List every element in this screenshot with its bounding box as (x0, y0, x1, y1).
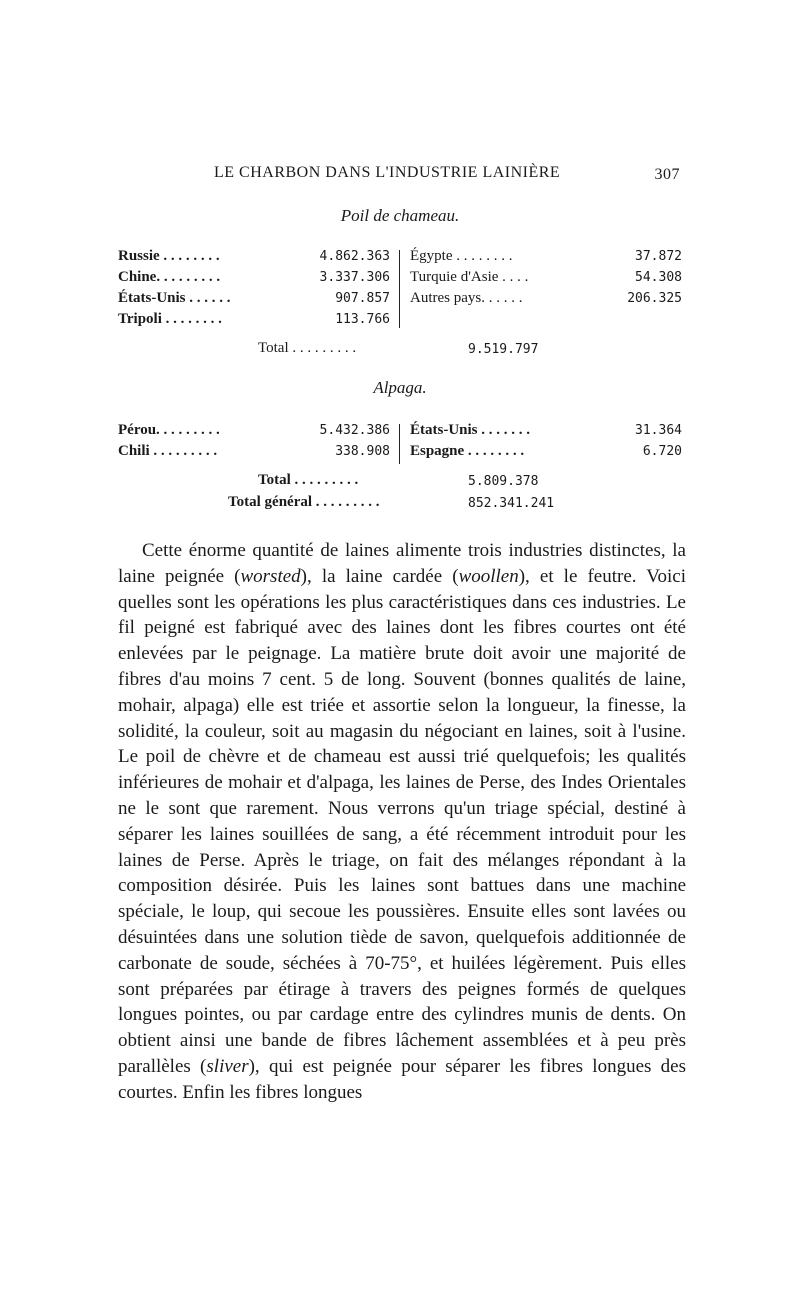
country-value: 206.325 (627, 291, 682, 306)
country-value: 37.872 (635, 249, 682, 264)
country-value: 113.766 (335, 312, 390, 327)
text-run: Cette énorme quantité de laines alimente trois industries distinctes, la laine peignée ( (118, 540, 686, 587)
country-value: 338.908 (335, 444, 390, 459)
table-row (118, 246, 390, 267)
country-name: Chine. . . . . . . . . (118, 269, 221, 285)
running-title: LE CHARBON DANS L'INDUSTRIE LAINIÈRE (214, 164, 561, 181)
table-row (410, 267, 682, 288)
italic-term: sliver (206, 1055, 249, 1077)
section-title-poil: Poil de chameau. (340, 206, 460, 225)
country-value: 907.857 (335, 291, 390, 306)
country-name: Chili . . . . . . . . . (118, 443, 218, 459)
table-row (118, 288, 390, 309)
country-value: 54.308 (635, 270, 682, 285)
text-run: ), et le feutre. Voici quelles sont les opérations les plus caractéristiques dans ces industries. Le fil peigné est fabriqué avec des laines dont les fibres courtes ont été enlevées par le peignage. La matière brute doit avoir une majorité de fibres d'au moins 7 cent. 5 de long. Souvent (bonnes qualités de laine, mohair, alpaga) elle est triée et assortie selon la longueur, la finesse, la solidité, la couleur, soit au magasin du négociant en laines, soit à l'usine. Le poil de chèvre et de chameau est aussi trié quelquefois; les qualités inférieures de mohair et d'alpaga, les laines de Perse, des Indes Orientales ne le sont que rarement. Nous verrons qu'un triage spécial, destiné à séparer les laines souillées de sang, a été récemment introduit pour les laines de Perse. Après le triage, on fait des mélanges répondant à la composition désirée. Puis les laines sont battues dans une machine spéciale, le loup, qui secoue les poussières. Ensuite elles sont lavées ou désuintées dans une solution tiède de savon, quelquefois additionnée de carbonate de soude, séchées à 70-75°, et huilées légèrement. Puis elles sont préparées par étirage à travers des peignes formés de quelques longues pointes, ou par cardage entre des cylindres munis de dents. On obtient ainsi une bande de fibres lâchement assemblées et à peu près parallèles ( (118, 565, 686, 1077)
table-row (410, 420, 682, 441)
page-number: 307 (654, 166, 680, 183)
country-name: Russie . . . . . . . . (118, 248, 220, 264)
total-label: Total . . . . . . . . . (258, 472, 359, 488)
country-name: Autres pays. . . . . . (410, 290, 523, 306)
body-text (118, 538, 686, 1106)
grand-total-value: 852.341.241 (468, 496, 555, 511)
table-row (118, 441, 390, 462)
italic-term: woollen (458, 565, 519, 587)
total-value: 5.809.378 (468, 474, 539, 489)
country-value: 6.720 (642, 444, 682, 459)
country-name: États-Unis . . . . . . (118, 290, 231, 306)
table-row (118, 309, 390, 330)
poil-total (258, 340, 548, 362)
country-name: Turquie d'Asie . . . . (410, 269, 529, 285)
column-divider (399, 250, 400, 328)
country-value: 5.432.386 (319, 423, 390, 438)
poil-left-table (118, 246, 390, 330)
country-name: Pérou. . . . . . . . . (118, 422, 220, 438)
total-label: Total . . . . . . . . . (258, 340, 357, 356)
country-name: Espagne . . . . . . . . (410, 443, 525, 459)
running-header (214, 164, 680, 188)
grand-total (228, 494, 578, 516)
country-value: 3.337.306 (319, 270, 390, 285)
column-divider (399, 424, 400, 464)
table-row (118, 420, 390, 441)
paragraph (118, 538, 686, 1106)
table-row (410, 246, 682, 267)
country-name: États-Unis . . . . . . . (410, 422, 531, 438)
table-row (118, 267, 390, 288)
country-name: Tripoli . . . . . . . . (118, 311, 222, 327)
country-value: 4.862.363 (319, 249, 390, 264)
poil-right-table (410, 246, 682, 309)
section-title-alpaga: Alpaga. (373, 378, 427, 397)
italic-term: worsted (240, 565, 301, 587)
country-value: 31.364 (635, 423, 682, 438)
alpaga-left-table (118, 420, 390, 462)
table-row (410, 288, 682, 309)
grand-total-label: Total général . . . . . . . . . (228, 494, 380, 510)
table-row (410, 441, 682, 462)
text-run: ), la laine cardée ( (300, 565, 459, 587)
alpaga-total (258, 472, 558, 494)
alpaga-right-table (410, 420, 682, 462)
total-value: 9.519.797 (468, 342, 539, 357)
country-name: Égypte . . . . . . . . (410, 248, 513, 264)
text-run: ), qui est peignée pour séparer les fibres longues des courtes. Enfin les fibres longues (118, 1055, 687, 1103)
